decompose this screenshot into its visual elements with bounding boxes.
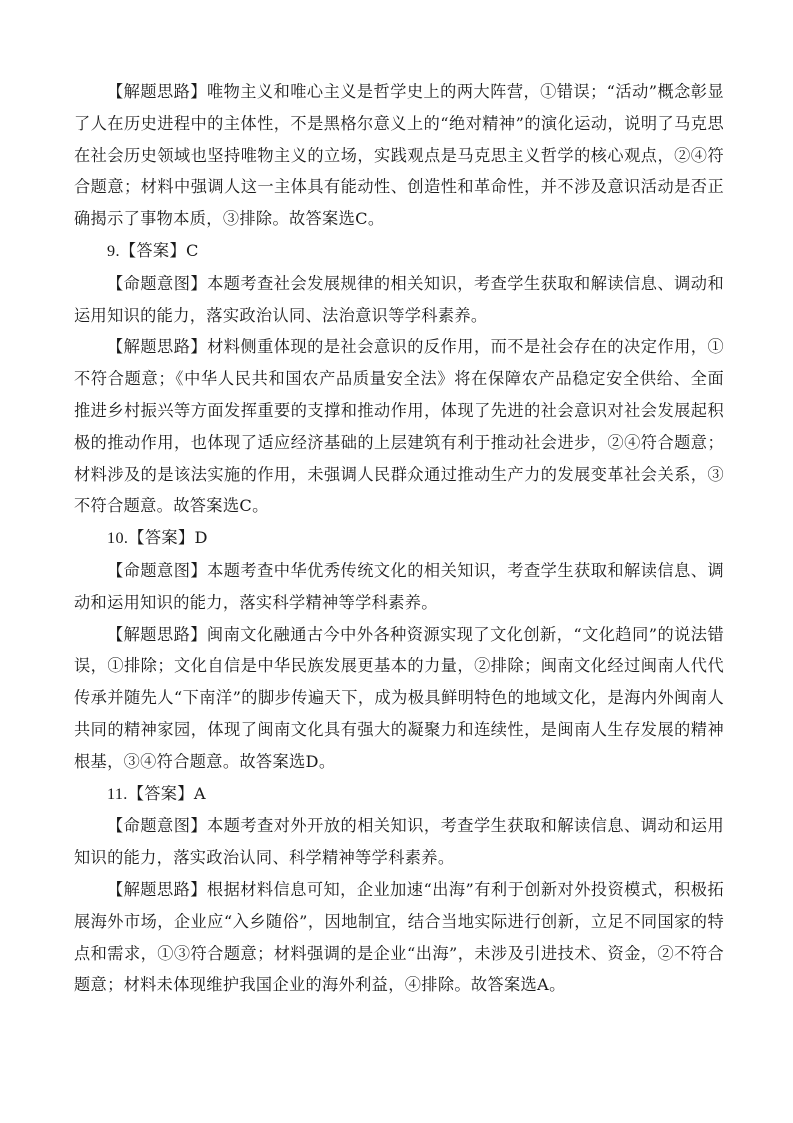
document-page <box>74 76 724 1001</box>
answer-text: 【答案】D <box>128 528 208 548</box>
question-number: 11. <box>107 784 128 803</box>
intent-paragraph-q10: 【命题意图】本题考查中华优秀传统文化的相关知识，考查学生获取和解读信息、调动和运用知识的能力，落实科学精神等学科素养。 <box>74 560 724 612</box>
answer-line-q10 <box>74 522 724 555</box>
solution-paragraph-q10: 【解题思路】闽南文化融通古今中外各种资源实现了文化创新，“文化趋同”的说法错误，①排除；文化自信是中华民族发展更基本的力量，②排除；闽南文化经过闽南人代代传承并随先人“下南洋”的脚步传遍天下，成为极具鲜明特色的地域文化，是海内外闽南人共同的精神家园，体现了闽南文化具有强大的凝聚力和连续性，是闽南人生存发展的精神根基，③④符合题意。故答案选D。 <box>74 624 724 771</box>
answer-text: 【答案】A <box>127 783 206 803</box>
solution-paragraph-q9: 【解题思路】材料侧重体现的是社会意识的反作用，而不是社会存在的决定作用，①不符合题意；《中华人民共和国农产品质量安全法》将在保障农产品稳定安全供给、全面推进乡村振兴等方面发挥重要的支撑和推动作用，体现了先进的社会意识对社会发展起积极的推动作用，也体现了适应经济基础的上层建筑有利于推动社会进步，②④符合题意；材料涉及的是该法实施的作用，未强调人民群众通过推动生产力的发展变革社会关系，③不符合题意。故答案选C。 <box>74 337 724 516</box>
intent-paragraph-q11: 【命题意图】本题考查对外开放的相关知识，考查学生获取和解读信息、调动和运用知识的能力，落实政治认同、科学精神等学科素养。 <box>74 816 724 868</box>
question-number: 9. <box>107 241 120 260</box>
solution-paragraph-q8: 【解题思路】唯物主义和唯心主义是哲学史上的两大阵营，①错误；“活动”概念彰显了人在历史进程中的主体性，不是黑格尔意义上的“绝对精神”的演化运动，说明了马克思在社会历史领域也坚持唯物主义的立场，实践观点是马克思主义哲学的核心观点，②④符合题意；材料中强调人这一主体具有能动性、创造性和革命性，并不涉及意识活动是否正确揭示了事物本质，③排除。故答案选C。 <box>74 82 724 229</box>
intent-paragraph-q9: 【命题意图】本题考查社会发展规律的相关知识，考查学生获取和解读信息、调动和运用知识的能力，落实政治认同、法治意识等学科素养。 <box>74 273 724 325</box>
solution-paragraph-q11: 【解题思路】根据材料信息可知，企业加速“出海”有利于创新对外投资模式，积极拓展海外市场，企业应“入乡随俗”，因地制宜，结合当地实际进行创新，立足不同国家的特点和需求，①③符合题意；材料强调的是企业“出海”，未涉及引进技术、资金，②不符合题意；材料未体现维护我国企业的海外利益，④排除。故答案选A。 <box>74 879 724 995</box>
question-number: 10. <box>107 529 129 548</box>
answer-text: 【答案】C <box>119 240 199 260</box>
answer-line-q11 <box>74 778 724 811</box>
answer-line-q9 <box>74 235 724 268</box>
